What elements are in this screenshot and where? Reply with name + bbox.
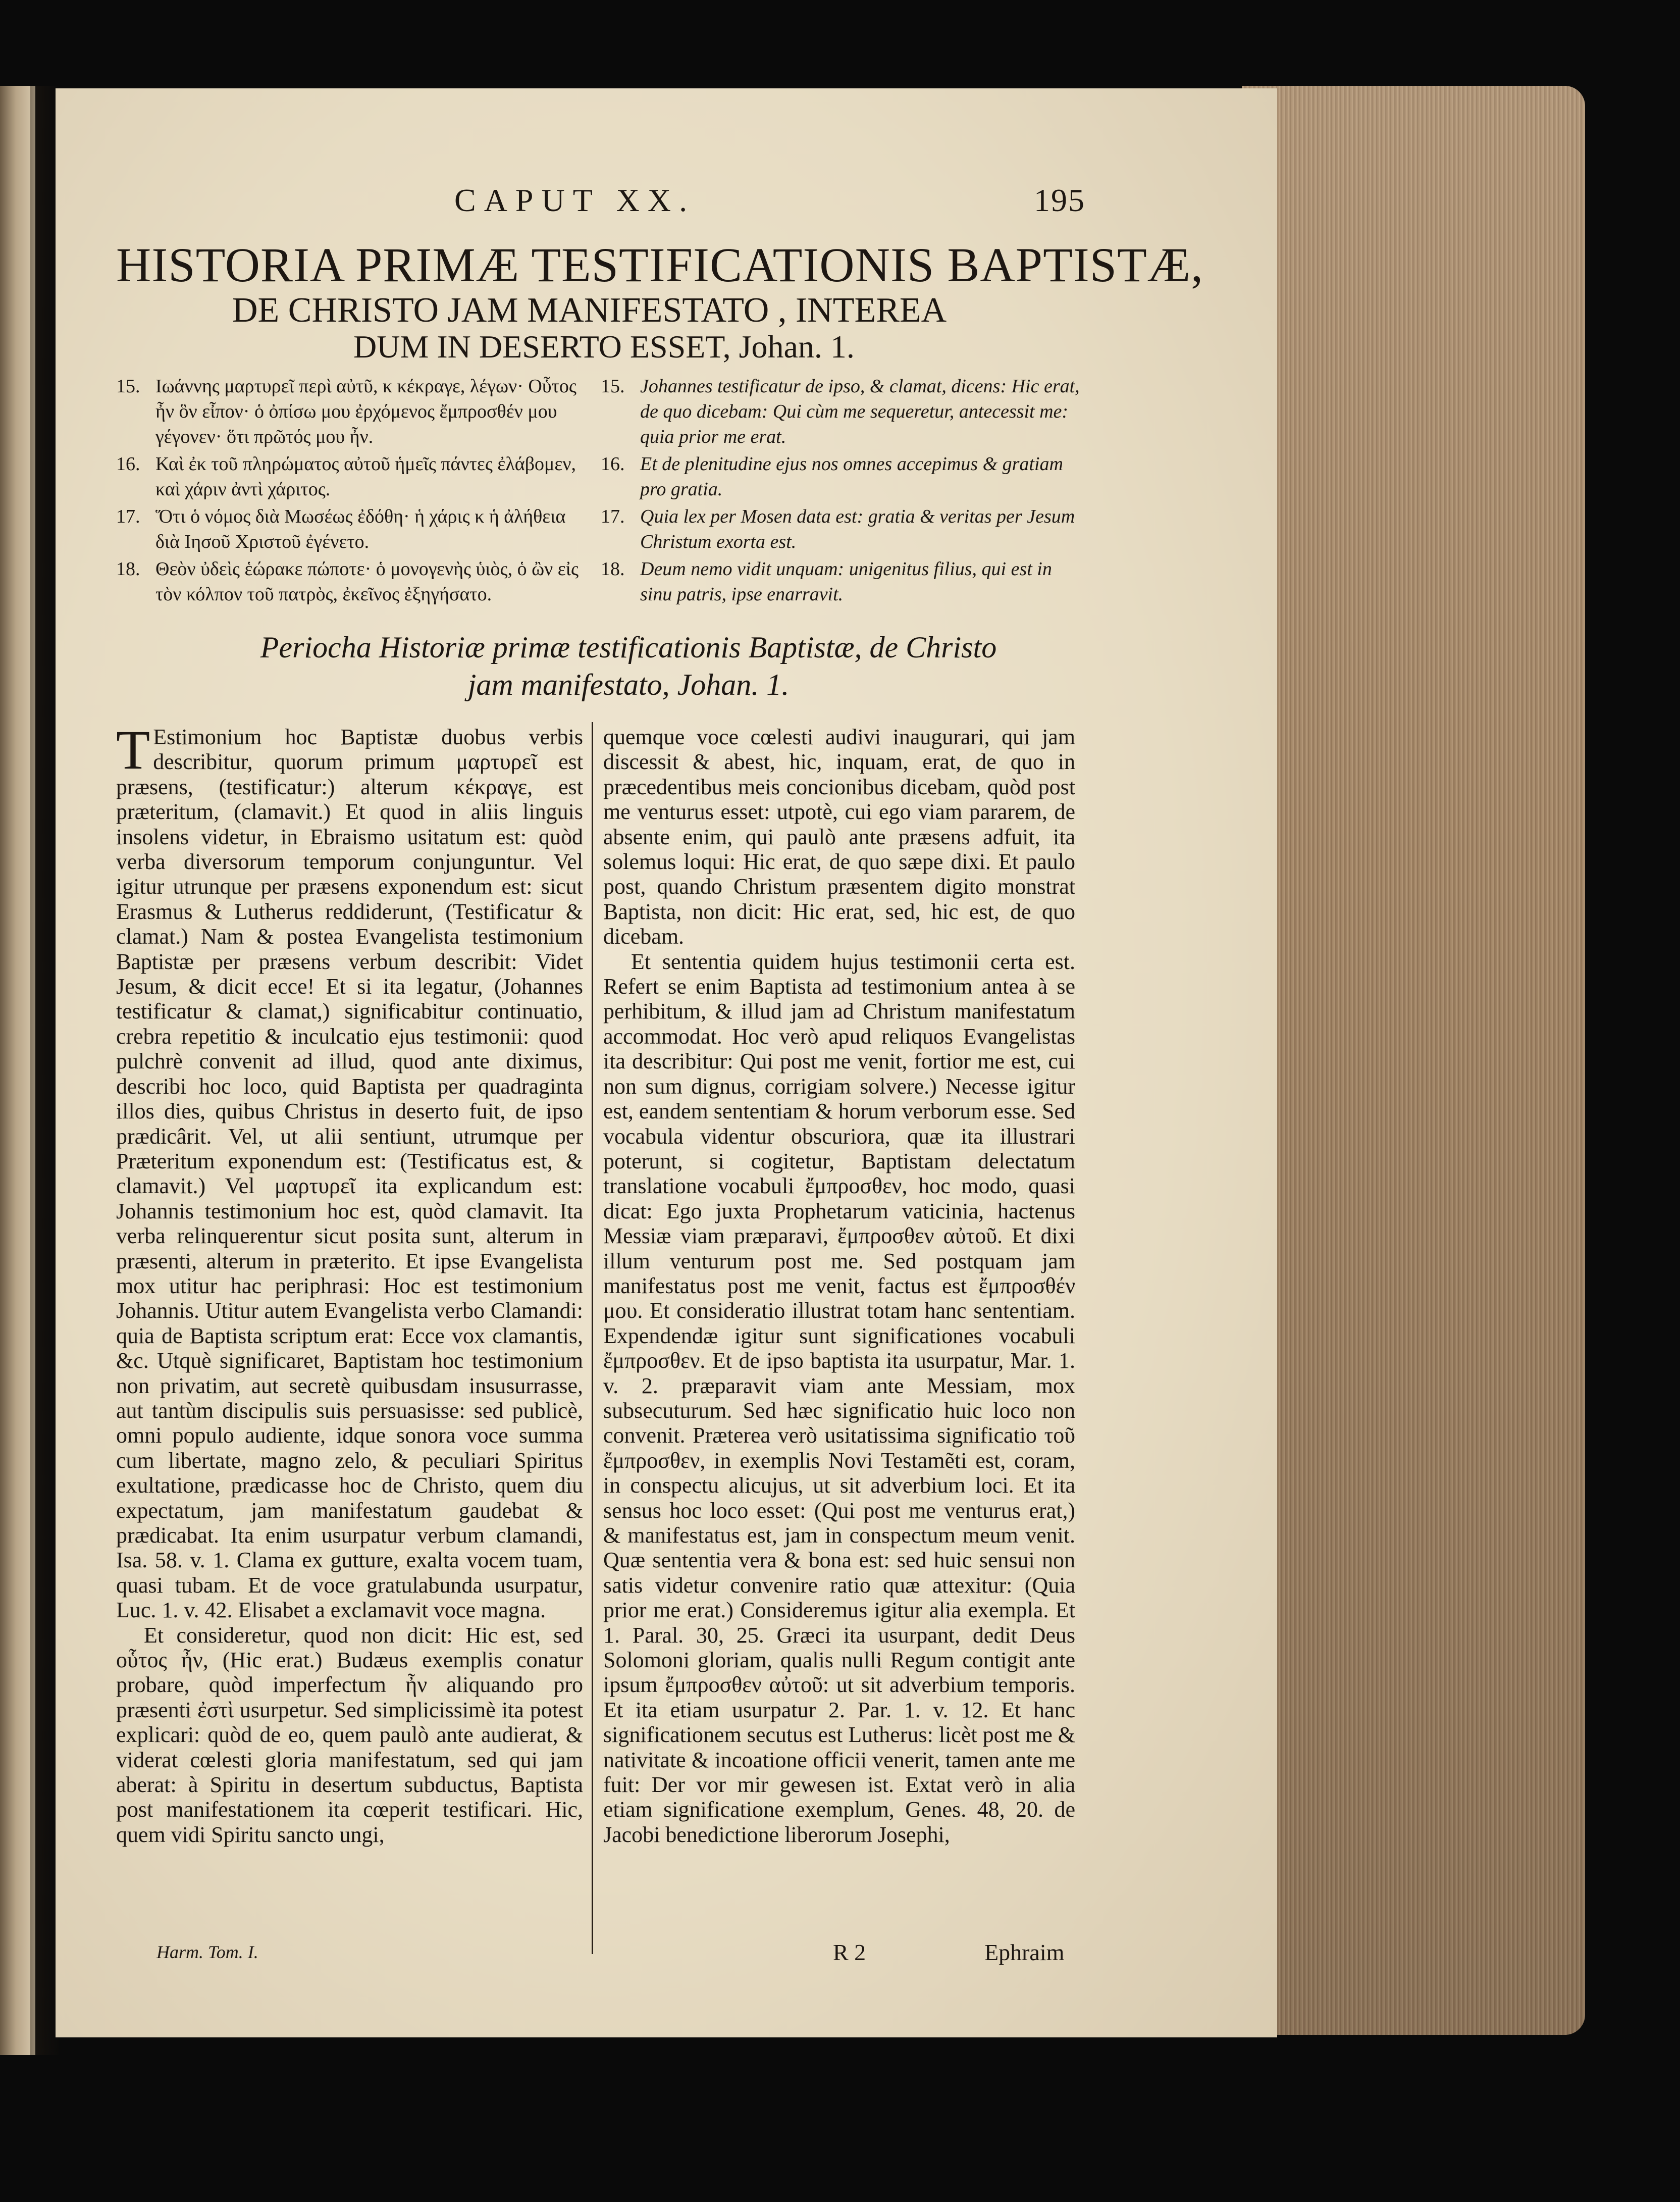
verse-number: 15. [601, 376, 625, 397]
verse-text: Deum nemo vidit unquam: unigenitus filius, qui est in sinu patris, ipse enarravit. [640, 558, 1052, 605]
verse-number: 15. [116, 376, 140, 397]
right-column [603, 725, 1075, 1847]
fore-edge-shade [1242, 86, 1585, 2035]
greek-verse [116, 556, 591, 607]
paragraph: quemque voce cœlesti audivi inaugurari, qui jam discessit & abest, hic, inquam, erat, de quo in præcedentibus meis concionibus dicebam, quòd post me venturus esset: utpotè, cui ego viam pararem, de absente enim, qui paulò ante præsens adfuit, ita solemus loqui: Hic erat, de quo sæpe dixi. Et paulo post, quando Christum præsentem digito monstrat Baptista, non dicit: Hic erat, sed, hic est, de quo dicebam. [603, 725, 1075, 949]
verse-text: Et de plenitudine ejus nos omnes accepimus & gratiam pro gratia. [640, 453, 1063, 500]
greek-verse [116, 504, 591, 554]
running-head [151, 182, 1085, 227]
verse-text: Ιωάννης μαρτυρεῖ περὶ αὐτῦ, κ κέκραγε, λέγων· Οὗτος ἦν ὃν εἶπον· ὁ ὀπίσω μου ἐρχόμενος ἔμπροσθέν μου γέγονεν· ὅτι πρῶτός μου ἦν. [155, 376, 576, 447]
drop-cap: T [116, 719, 150, 781]
verse-number: 18. [116, 558, 140, 580]
verse-number: 16. [601, 453, 625, 475]
paragraph-text: Estimonium hoc Baptistæ duobus verbis describitur, quorum primum μαρτυρεῖ est præsens, (testificatur:) alterum κέκραγε, est præteritum, (clamavit.) Et quod in aliis linguis insolens videtur, in Ebraismo usitatum est: quòd verba diversorum temporum conjunguntur. Vel igitur utrunque per præsens exponendum est: sicut Erasmus & Lutherus reddiderunt, (Testificatur & clamat.) Nam & postea Evangelista testimonium Baptistæ per præsens verbum describit: Videt Jesum, & dicit ecce! Et si ita legatur, (Johannes testificatur & clamat,) significabitur continuatio, crebra repetitio & inculcatio ejus testimonii: quod pulchrè convenit ad illud, quod ante diximus, describi hoc loco, quid Baptista per quadraginta illos dies, quibus Christus in deserto fuit, de ipso prædicârit. Vel, ut alii sentiunt, utrumque per Præteritum exponendum est: (Testificatus est, & clamavit.) Vel μαρτυρεῖ ita explicandum est: Johannis testimonium hoc est, quòd clamavit. Ita verba relinquerentur sicut posita sunt, alterum in præsenti, alterum in præterito. Et ipse Evangelista mox utitur hac periphrasi: Hoc est testimonium Johannis. Utitur autem Evangelista verbo Clamandi: quia de Baptista scriptum erat: Ecce vox clamantis, &c. Utquè significaret, Baptistam hoc testimonium non privatim, aut secretè quibusdam insusurrasse, aut tantùm discipulis suis persuasisse: sed publicè, omni populo audiente, idque sonora voce summa cum libertate, magno zelo, & peculiari Spiritus exultatione, prædicasse hoc de Christo, quem diu expectatum, jam manifestatum gaudebat & prædicabat. Ita enim usurpatur verbum clamandi, Isa. 58. v. 1. Clama ex gutture, exalta vocem tuam, quasi tubam. Et de voce gratulabunda usurpatur, Luc. 1. v. 42. Elisabet a exclamavit voce magna. [116, 725, 583, 1623]
verse-text: Quia lex per Mosen data est: gratia & veritas per Jesum Christum exorta est. [640, 506, 1075, 552]
chapter-heading: CAPUT XX. [454, 182, 696, 218]
latin-verse [601, 451, 1085, 502]
greek-verses [116, 374, 591, 607]
periocha-line-1: Periocha Historiæ primæ testificationis Baptistæ, de Christo [260, 631, 997, 664]
verse-text: Johannes testificatur de ipso, & clamat, dicens: Hic erat, de quo dicebam: Qui cùm me sequeretur, antecessit me: quia prior me erat. [640, 376, 1080, 447]
title-line-3: DUM IN DESERTO ESSET, Johan. 1. [353, 329, 855, 365]
paragraph: Et sententia quidem hujus testimonii certa est. Refert se enim Baptista ad testimonium antea à se perhibitum, & illud jam ad Christum manifestatum accommodat. Hoc verò apud reliquos Evangelistas ita describitur: Qui post me venit, fortior me est, cui non sum dignus, corrigiam solvere.) Necesse igitur est, eandem sententiam & horum verborum esse. Sed vocabula videntur obscuriora, quæ ita illustrari poterunt, si cogitetur, Baptistam delectatum translatione vocabuli ἔμπροσθεν, hoc modo, quasi dicat: Ego juxta Prophetarum vaticinia, hactenus Messiæ viam præparavi, ἔμπροσθεν αὐτοῦ. Et dixi illum venturum post me. Sed postquam jam manifestatus post me venit, factus est ἔμπροσθέν μου. Et consideratio illustrat totam hanc sententiam. Expendendæ igitur sunt significationes vocabuli ἔμπροσθεν. Et de ipso baptista ita usurpatur, Mar. 1. v. 2. præparavit viam ante Messiam, mox subsecuturum. Sed hæc significatio huic loco non convenit. Præterea verò usitatissima significatio τοῦ ἔμπροσθεν, in exemplis Novi Testamẽti est, coram, in conspectu alicujus, ut sit adverbium loci. Et ita sensus hoc loco esset: (Qui post me venturus erat,) & manifestatus est, jam in conspectum meum venit. Quæ sententia vera & bona est: sed huic sensui non satis videtur convenire ratio quæ attexitur: (Quia prior me erat.) Consideremus igitur alia exempla. Et 1. Paral. 30, 25. Græci ita usurpant, dedit Deus Solomoni gloriam, qualis nulli Regum contigit ante ipsum ἔμπροσθεν αὐτοῦ: ut sit adverbium temporis. Et ita etiam usurpatur 2. Par. 1. v. 12. Et hanc significationem secutus est Lutherus: licèt post me & nativitate & incoatione officii venerit, tamen ante me fuit: Der vor mir gewesen ist. Extat verò in alia etiam significatione exemplum, Genes. 48, 20. de Jacobi benedictione liberorum Josephi, [603, 949, 1075, 1847]
latin-verse [601, 374, 1085, 449]
column-rule [592, 722, 593, 1954]
signature-line: Harm. Tom. I. [156, 1942, 258, 1962]
periocha-heading [212, 629, 1045, 703]
greek-verse [116, 374, 591, 449]
latin-verse [601, 556, 1085, 607]
left-column [116, 719, 583, 1847]
title-line-1: HISTORIA PRIMÆ TESTIFICATIONIS BAPTISTÆ, [116, 238, 1204, 292]
verse-text: Θεὸν ὐδεὶς ἑώρακε πώποτε· ὁ μονογενὴς ὑιὸς, ὁ ὢν εἰς τὸν κόλπον τοῦ πατρὸς, ἐκεῖνος ἐξηγήσατο. [155, 558, 579, 605]
paragraph [116, 719, 583, 1623]
verse-number: 16. [116, 453, 140, 475]
latin-verse [601, 504, 1085, 554]
verse-text: Ὅτι ὁ νόμος διὰ Μωσέως ἐδόθη· ἡ χάρις κ ἡ ἀλήθεια διὰ Ιησοῦ Χριστοῦ ἐγένετο. [155, 506, 566, 552]
verse-number: 17. [116, 506, 140, 527]
periocha-line-2: jam manifestato, Johan. 1. [467, 668, 790, 701]
paragraph: Et consideretur, quod non dicit: Hic est, sed οὗτος ἦν, (Hic erat.) Budæus exemplis conatur probare, quòd imperfectum ἦν aliquando pro præsenti ἐστὶ usurpetur. Sed simplicissimè ita potest explicari: quòd de eo, quem paulò ante audierat, & viderat cœlesti gloria manifestatum, sed qui jam aberat: à Spiritu in desertum subductus, Baptista post manifestationem ita cœperit testificari. Hic, quem vidi Spiritu sancto ungi, [116, 1622, 583, 1847]
verse-text: Καὶ ἐκ τοῦ πληρώματος αὐτοῦ ἡμεῖς πάντες ἐλάβομεν, καὶ χάριν ἀντὶ χάριτος. [155, 453, 576, 500]
title-line-2: DE CHRISTO JAM MANIFESTATO , INTEREA [232, 291, 947, 330]
verse-number: 18. [601, 558, 625, 580]
page-number: 195 [1034, 182, 1085, 218]
sheet-signature-mark: R 2 [833, 1939, 866, 1965]
latin-verses [601, 374, 1085, 607]
verse-number: 17. [601, 506, 625, 527]
greek-verse [116, 451, 591, 502]
catchword: Ephraim [984, 1939, 1065, 1965]
